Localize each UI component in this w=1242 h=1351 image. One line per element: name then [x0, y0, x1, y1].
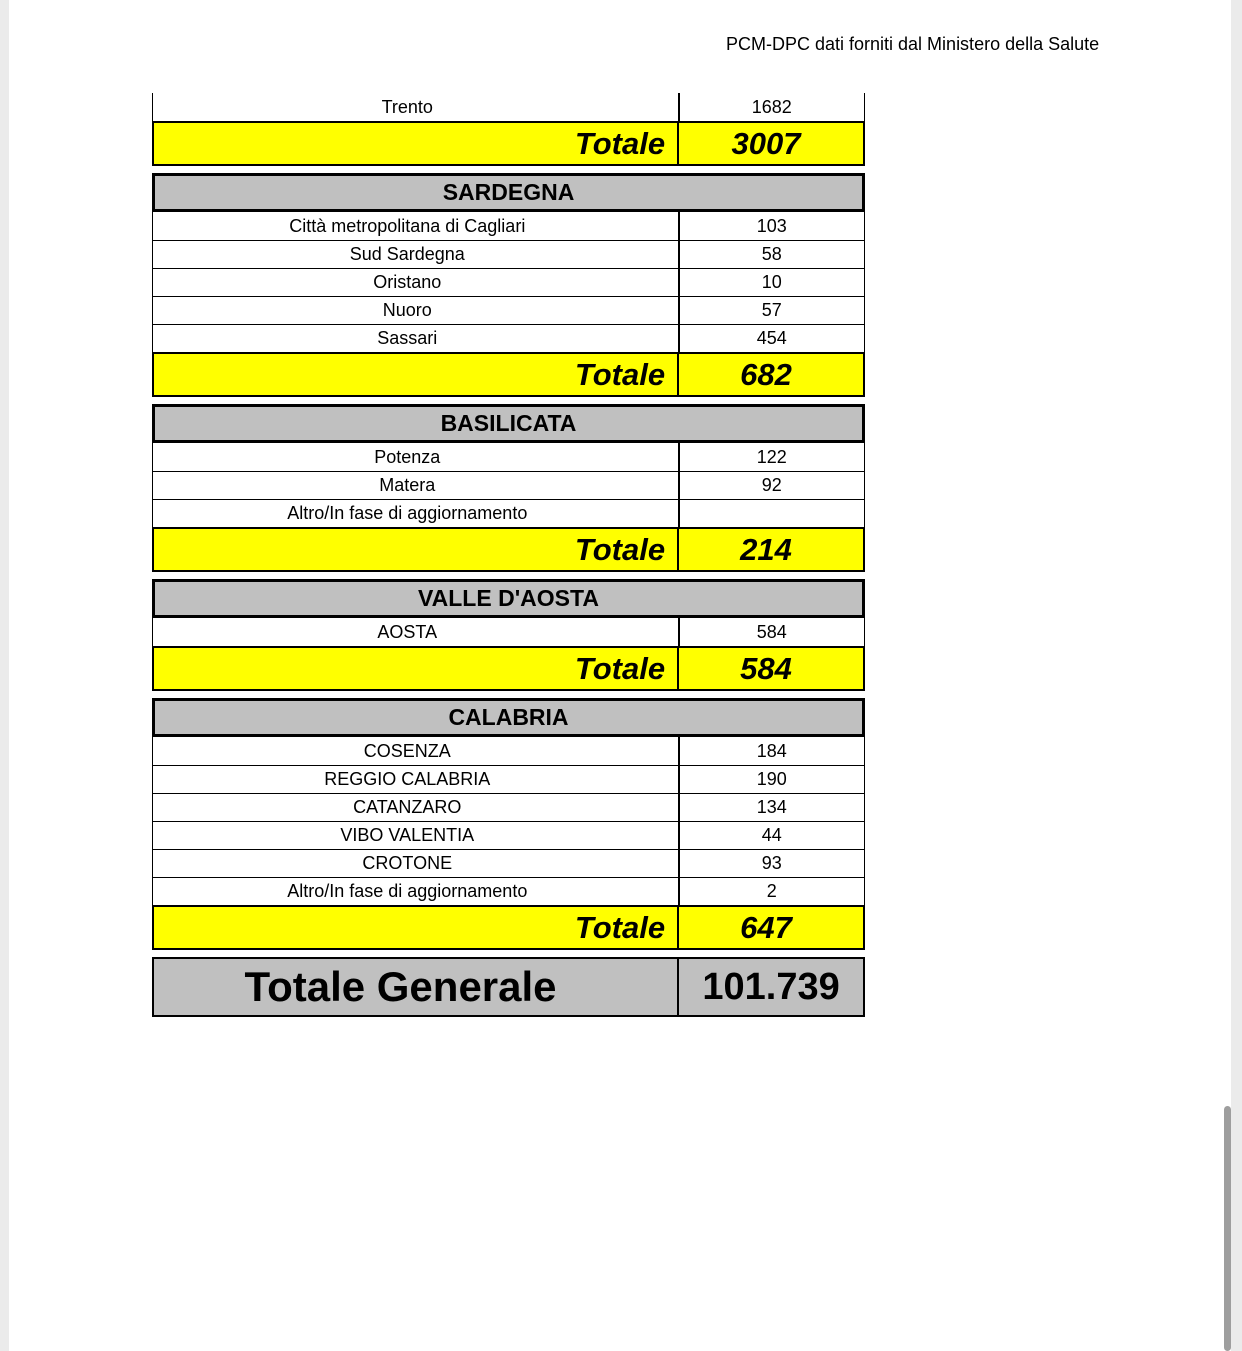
region-total-row	[152, 352, 865, 397]
region-header-calabria: CALABRIA	[152, 698, 865, 737]
province-name: Sud Sardegna	[153, 241, 680, 268]
table-row	[152, 240, 865, 268]
table-row	[152, 765, 865, 793]
table-row	[152, 737, 865, 765]
province-name: Altro/In fase di aggiornamento	[153, 500, 680, 527]
province-name: Nuoro	[153, 297, 680, 324]
province-value: 93	[761, 853, 782, 873]
province-value: 122	[756, 446, 787, 467]
total-value: 214	[740, 531, 792, 567]
region-total-row	[152, 527, 865, 572]
province-value: 190	[756, 769, 787, 789]
province-name: REGGIO CALABRIA	[153, 766, 680, 793]
region-total-row	[152, 121, 865, 166]
table-row	[152, 821, 865, 849]
table-row	[152, 793, 865, 821]
table-row	[152, 499, 865, 527]
table-row	[152, 471, 865, 499]
province-value: 584	[756, 621, 787, 642]
table-row	[152, 618, 865, 646]
total-label: Totale	[574, 125, 666, 161]
province-name: Altro/In fase di aggiornamento	[153, 878, 680, 905]
table-row	[152, 268, 865, 296]
region-total-row	[152, 646, 865, 691]
province-value: 58	[761, 244, 782, 264]
province-value: 92	[761, 475, 782, 495]
province-value: 57	[761, 300, 782, 320]
province-name: Sassari	[153, 325, 680, 352]
province-name: AOSTA	[153, 618, 680, 646]
table-row	[152, 443, 865, 471]
province-name: CROTONE	[153, 850, 680, 877]
region-header-valle-daosta: VALLE D'AOSTA	[152, 579, 865, 618]
province-value: 44	[761, 825, 782, 845]
region-header-sardegna: SARDEGNA	[152, 173, 865, 212]
table-row	[152, 212, 865, 240]
table-row	[152, 324, 865, 352]
total-label: Totale	[574, 909, 666, 945]
province-value: 103	[756, 215, 787, 236]
province-name: Oristano	[153, 269, 680, 296]
total-value: 682	[740, 356, 792, 392]
grand-total-row	[152, 957, 865, 1017]
province-name: Potenza	[153, 443, 680, 471]
province-value: 134	[756, 797, 787, 817]
region-header-basilicata: BASILICATA	[152, 404, 865, 443]
grand-total-label: Totale Generale	[154, 959, 679, 1015]
source-note: PCM-DPC dati forniti dal Ministero della Salute	[726, 34, 1100, 54]
province-value: 184	[756, 740, 787, 761]
table-row	[152, 93, 865, 121]
total-label: Totale	[574, 356, 666, 392]
table-row	[152, 296, 865, 324]
province-name: Città metropolitana di Cagliari	[153, 212, 680, 240]
province-name: VIBO VALENTIA	[153, 822, 680, 849]
grand-total-value: 101.739	[702, 965, 840, 1008]
province-name: Trento	[153, 93, 680, 121]
document-page	[9, 0, 1231, 1351]
total-label: Totale	[574, 531, 666, 567]
province-name: CATANZARO	[153, 794, 680, 821]
total-label: Totale	[574, 650, 666, 686]
cases-table	[152, 93, 865, 1017]
total-value: 3007	[731, 125, 801, 161]
vertical-scrollbar[interactable]	[1224, 1106, 1231, 1351]
table-row	[152, 849, 865, 877]
province-name: COSENZA	[153, 737, 680, 765]
region-total-row	[152, 905, 865, 950]
total-value: 647	[740, 909, 792, 945]
total-value: 584	[740, 650, 792, 686]
province-value: 1682	[751, 96, 792, 117]
province-value: 10	[761, 272, 782, 292]
province-name: Matera	[153, 472, 680, 499]
table-row	[152, 877, 865, 905]
province-value: 2	[766, 881, 777, 901]
province-value: 454	[756, 328, 787, 348]
province-value	[680, 500, 864, 527]
